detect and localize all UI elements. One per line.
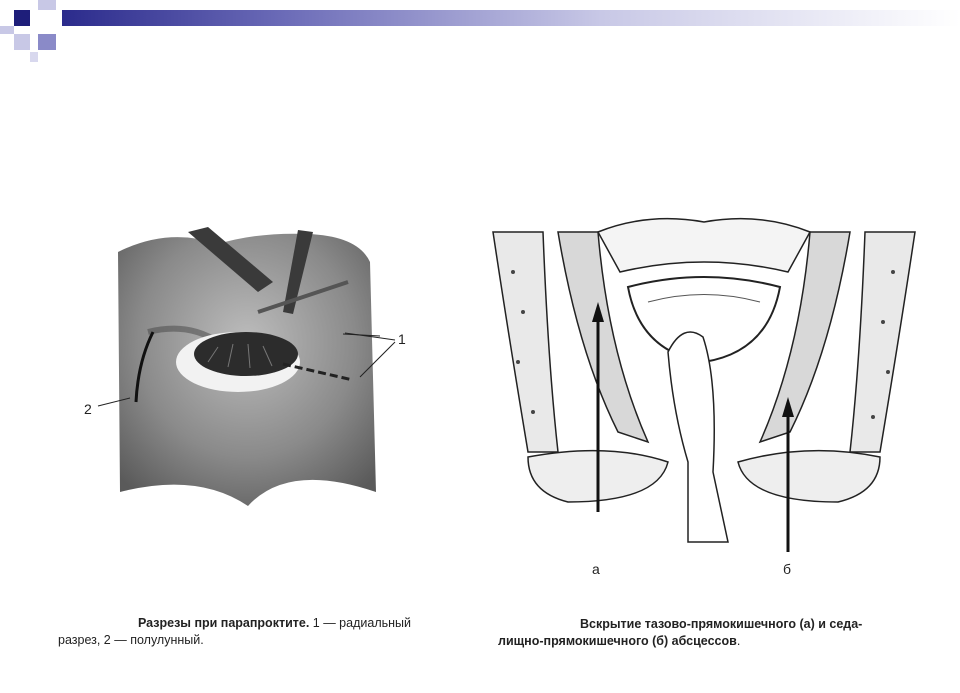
right-figure-caption bbox=[498, 616, 928, 650]
header-gradient-bar bbox=[62, 10, 960, 26]
label-a: а bbox=[592, 561, 600, 576]
caption-left-line2: разрез, 2 — полулунный. bbox=[58, 633, 204, 647]
left-figure-callouts bbox=[60, 320, 420, 420]
left-figure-caption bbox=[58, 615, 458, 649]
caption-right-period: . bbox=[736, 634, 741, 648]
callout-label-2: 2 bbox=[84, 401, 92, 417]
caption-right-line1: Вскрытие тазово-прямокишечного (а) и седа- bbox=[580, 617, 863, 631]
callout-label-1: 1 bbox=[398, 331, 406, 347]
caption-left-title: Разрезы при парапроктите. bbox=[138, 616, 310, 630]
abscess-opening-cross-section-illustration bbox=[488, 212, 920, 576]
caption-left-rest: 1 — радиальный bbox=[309, 616, 411, 630]
caption-right-line2: лищно-прямокишечного (б) абсцессов bbox=[498, 634, 737, 648]
label-b: б bbox=[783, 561, 792, 576]
